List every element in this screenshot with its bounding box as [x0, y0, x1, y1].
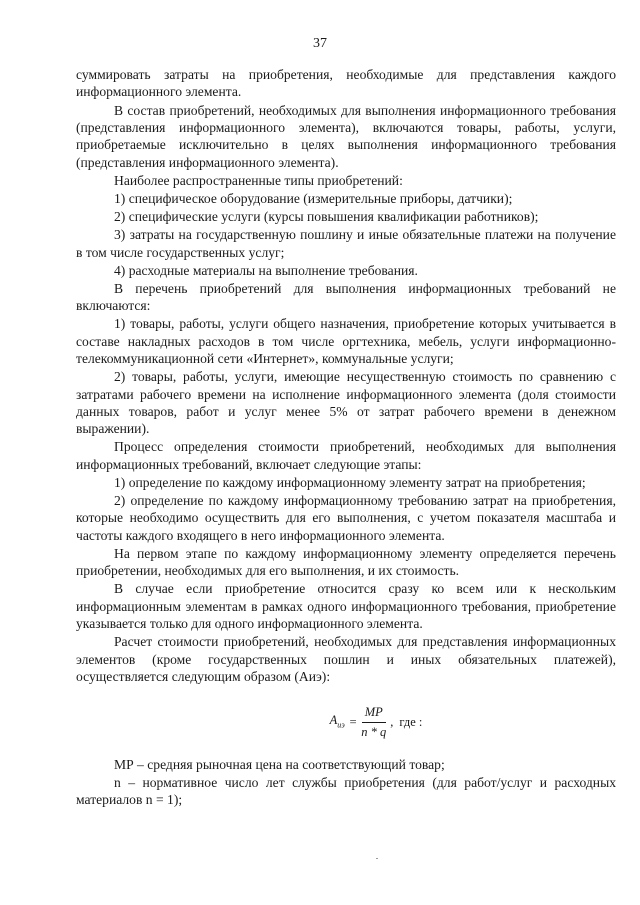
- paragraph: 2) специфические услуги (курсы повышения квалификации работников);: [114, 209, 539, 224]
- paragraph: 3) затраты на государственную пошлину и иные обязательные платежи на получение в том числе государственных услуг;: [76, 227, 616, 260]
- formula-denominator: n * q: [361, 725, 387, 740]
- paragraph: В случае если приобретение относится сразу ко всем или к нескольким информационным элементам в рамках одного информационного требования, приобретение указывается только для одного информационного элемента.: [76, 581, 616, 632]
- paragraph: 4) расходные материалы на выполнение требования.: [114, 262, 418, 278]
- paragraph: 1) определение по каждому информационному элементу затрат на приобретения;: [114, 474, 586, 490]
- paragraph: МР – средняя рыночная цена на соответствующий товар;: [114, 756, 445, 772]
- formula-block: [76, 694, 616, 752]
- formula: [330, 704, 423, 742]
- paragraph: 2) определение по каждому информационному требованию затрат на приобретения, которые необходимо осуществить для его выполнения, с учетом показателя масштаба и частоты каждого входящего в него информационного элемента.: [76, 493, 616, 543]
- paragraph: Процесс определения стоимости приобретений, необходимых для выполнения информационных требований, включает следующие этапы:: [76, 439, 616, 472]
- formula-where: где :: [399, 714, 423, 729]
- document-body: [76, 66, 616, 808]
- paragraph: суммировать затраты на приобретения, необходимые для представления каждого информационного элемента.: [76, 67, 616, 100]
- paragraph: 1) специфическое оборудование (измерительные приборы, датчики);: [114, 190, 513, 206]
- paragraph: 2) товары, работы, услуги, имеющие несущественную стоимость по сравнению с затратами рабочего времени на исполнение информационного элемента (доля стоимости данных товаров, работ и услуг менее 5% от затрат рабочего времени в денежном выражении).: [76, 369, 616, 437]
- paragraphs-after-formula: [76, 756, 616, 809]
- formula-equals: =: [348, 714, 358, 729]
- paragraph: 1) товары, работы, услуги общего назначения, приобретение которых учитывается в составе накладных расходов в том числе оргтехника, мебель, услуги информационно-телекоммуникационной сети «Интернет», коммунальные услуги;: [76, 316, 616, 366]
- paragraph: На первом этапе по каждому информационному элементу определяется перечень приобретении, необходимых для его выполнения, и их стоимость.: [76, 545, 616, 579]
- formula-suffix: ,: [390, 714, 394, 729]
- formula-fraction: [361, 704, 386, 742]
- paragraph: n – нормативное число лет службы приобретения (для работ/услуг и расходных материалов n = 1);: [76, 774, 616, 808]
- paragraph: Наиболее распространенные типы приобретений:: [114, 172, 403, 188]
- paragraph: Расчет стоимости приобретений, необходимых для представления информационных элементов (кроме государственных пошлин и иных обязательных платежей), осуществляется следующим образом (Аиэ):: [76, 634, 616, 685]
- paragraphs-before-formula: [76, 66, 616, 686]
- scan-speck: [376, 858, 378, 859]
- formula-lhs-subscript: иэ: [337, 720, 345, 730]
- paragraph: В перечень приобретений для выполнения информационных требований не включаются:: [76, 280, 616, 314]
- formula-lhs-symbol: A: [329, 712, 338, 727]
- paragraph: В состав приобретений, необходимых для выполнения информационного требования (представления информационного элемента), включаются товары, работы, услуги, приобретаемые исключительно в целях выполнения информационного требования (представления информационного элемента).: [76, 102, 616, 170]
- page-number: 37: [313, 36, 327, 51]
- formula-numerator: MP: [362, 704, 386, 723]
- formula-lhs: [330, 712, 345, 734]
